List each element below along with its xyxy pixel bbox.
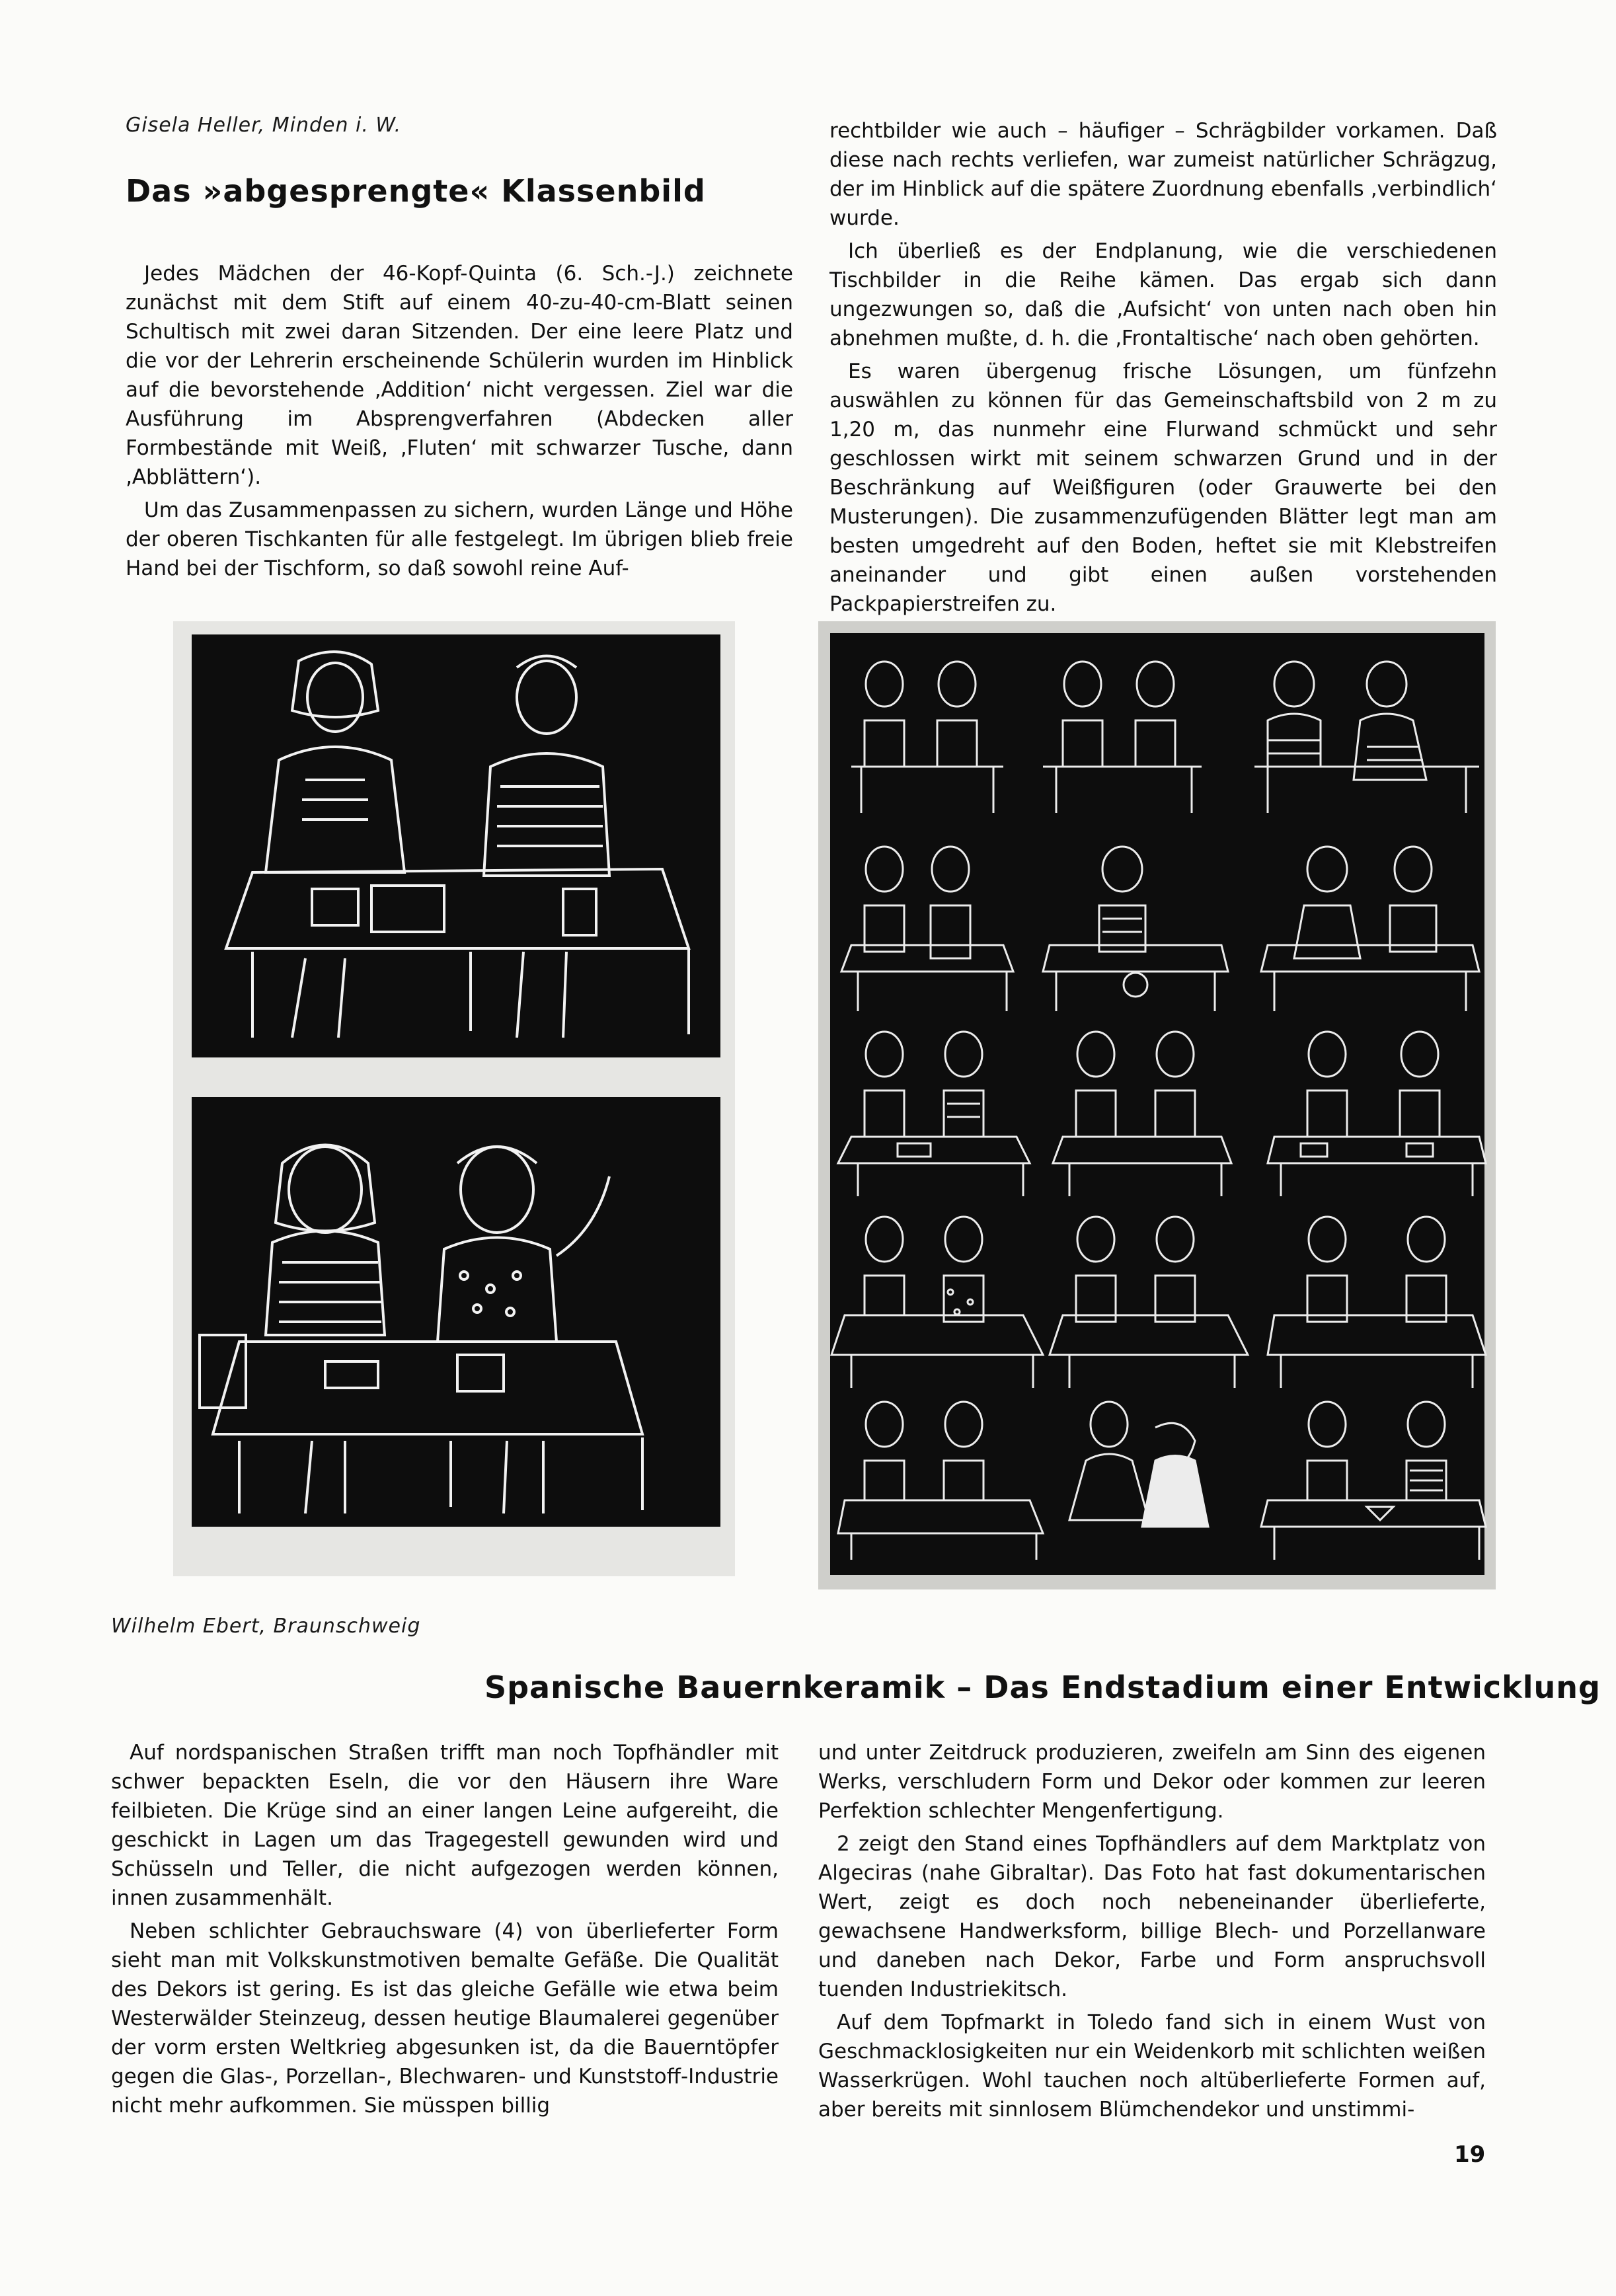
paragraph: Auf dem Topfmarkt in Toledo fand sich in einem Wust von Geschmacklosigkeiten nur ein Weidenkorb mit schlichten weißen Wasserkrügen. Wohl tauchen noch altüberlieferte Formen auf, aber bereits mit sinnlosem Blümchendekor und unstimmi- xyxy=(818,2010,1486,2122)
composite-class-image xyxy=(818,621,1496,1589)
article1-author: Gisela Heller, Minden i. W. xyxy=(126,114,402,137)
paragraph: Auf nordspanischen Straßen trifft man noch Topfhändler mit schwer bepackten Eseln, die vor den Häusern ihre Ware feilbieten. Die Krüge sind an einer langen Leine aufgereiht, die geschickt in Lagen um das Tragegestell gewunden wird und Schüsseln und Teller, die nicht aufgezogen werden können, innen zusammenhält. xyxy=(111,1741,779,1910)
paragraph: Um das Zusammenpassen zu sichern, wurden Länge und Höhe der oberen Tischkanten für alle festgelegt. Im übrigen blieb freie Hand bei der Tischform, so daß sowohl reine Auf- xyxy=(126,498,793,580)
paragraph: 2 zeigt den Stand eines Topfhändlers auf dem Marktplatz von Algeciras (nahe Gibraltar). Das Foto hat fast dokumentarischen Wert, zeigt es doch noch nebeneinander überlieferte, gewachsene Handwerksform, billige Blech- und Porzellanware und daneben nach Dekor, Farbe und Form anspruchsvoll tuenden Industriekitsch. xyxy=(818,1832,1486,2001)
article2-author: Wilhelm Ebert, Braunschweig xyxy=(111,1615,421,1638)
scratchboard-drawings-image xyxy=(173,621,735,1576)
paragraph: und unter Zeitdruck produzieren, zweifeln am Sinn des eigenen Werks, verschludern Form und Dekor oder kommen zur leeren Perfektion schlechter Mengenfertigung. xyxy=(818,1741,1486,1823)
page-number: 19 xyxy=(1454,2141,1486,2168)
article2-column-left xyxy=(111,1738,779,2124)
figure-class-composite xyxy=(818,621,1496,1589)
article1-column-left xyxy=(126,259,793,587)
article1-column-right xyxy=(829,116,1497,623)
paragraph: rechtbilder wie auch – häufiger – Schrägbilder vorkamen. Daß diese nach rechts verliefen, war zumeist natürlicher Schrägzug, der im Hinblick auf die spätere Zuordnung ebenfalls ‚verbindlich‘ wurde. xyxy=(829,119,1497,230)
paragraph: Es waren übergenug frische Lösungen, um fünfzehn auswählen zu können für das Gemeinschaftsbild von 2 m zu 1,20 m, das nunmehr eine Flurwand schmückt und sehr geschlossen wirkt mit seinem schwarzen Grund und in der Beschränkung auf Weißfiguren (oder Grauwerte bei den Musterungen). Die zusammenzufügenden Blätter legt man am besten umgedreht auf den Boden, heftet sie mit Klebstreifen aneinander und gibt einen außen vorstehenden Packpapierstreifen zu. xyxy=(829,360,1497,616)
article2-column-right xyxy=(818,1738,1486,2128)
paragraph: Neben schlichter Gebrauchsware (4) von überlieferter Form sieht man mit Volkskunstmotiven bemalte Gefäße. Die Qualität des Dekors ist gering. Es ist das gleiche Gefälle wie etwa beim Westerwälder Steinzeug, dessen heutige Blaumalerei gegenüber der vorm ersten Weltkrieg abgesunken ist, da die Bauerntöpfer gegen die Glas-, Porzellan-, Blechwaren- und Kunststoff-Industrie nicht mehr aufkommen. Sie müsspen billig xyxy=(111,1919,779,2118)
article2-title: Spanische Bauernkeramik – Das Endstadium einer Entwicklung xyxy=(484,1669,1601,1705)
paragraph: Jedes Mädchen der 46-Kopf-Quinta (6. Sch.-J.) zeichnete zunächst mit dem Stift auf einem 40-zu-40-cm-Blatt seinen Schultisch mit zwei daran Sitzenden. Der eine leere Platz und die vor der Lehrerin erscheinende Schülerin wurden im Hinblick auf die bevorstehende ‚Addition‘ nicht vergessen. Ziel war die Ausführung im Absprengverfahren (Abdecken aller Formbestände mit Weiß, ‚Fluten‘ mit schwarzer Tusche, dann ‚Abblättern‘). xyxy=(126,262,793,489)
paragraph: Ich überließ es der Endplanung, wie die verschiedenen Tischbilder in die Reihe kämen. Das ergab sich dann ungezwungen so, daß die ‚Aufsicht‘ von unten nach oben hin abnehmen mußte, d. h. die ‚Frontaltische‘ nach oben gehörten. xyxy=(829,239,1497,350)
figure-two-drawings xyxy=(173,621,735,1576)
article1-title: Das »abgesprengte« Klassenbild xyxy=(126,173,706,209)
